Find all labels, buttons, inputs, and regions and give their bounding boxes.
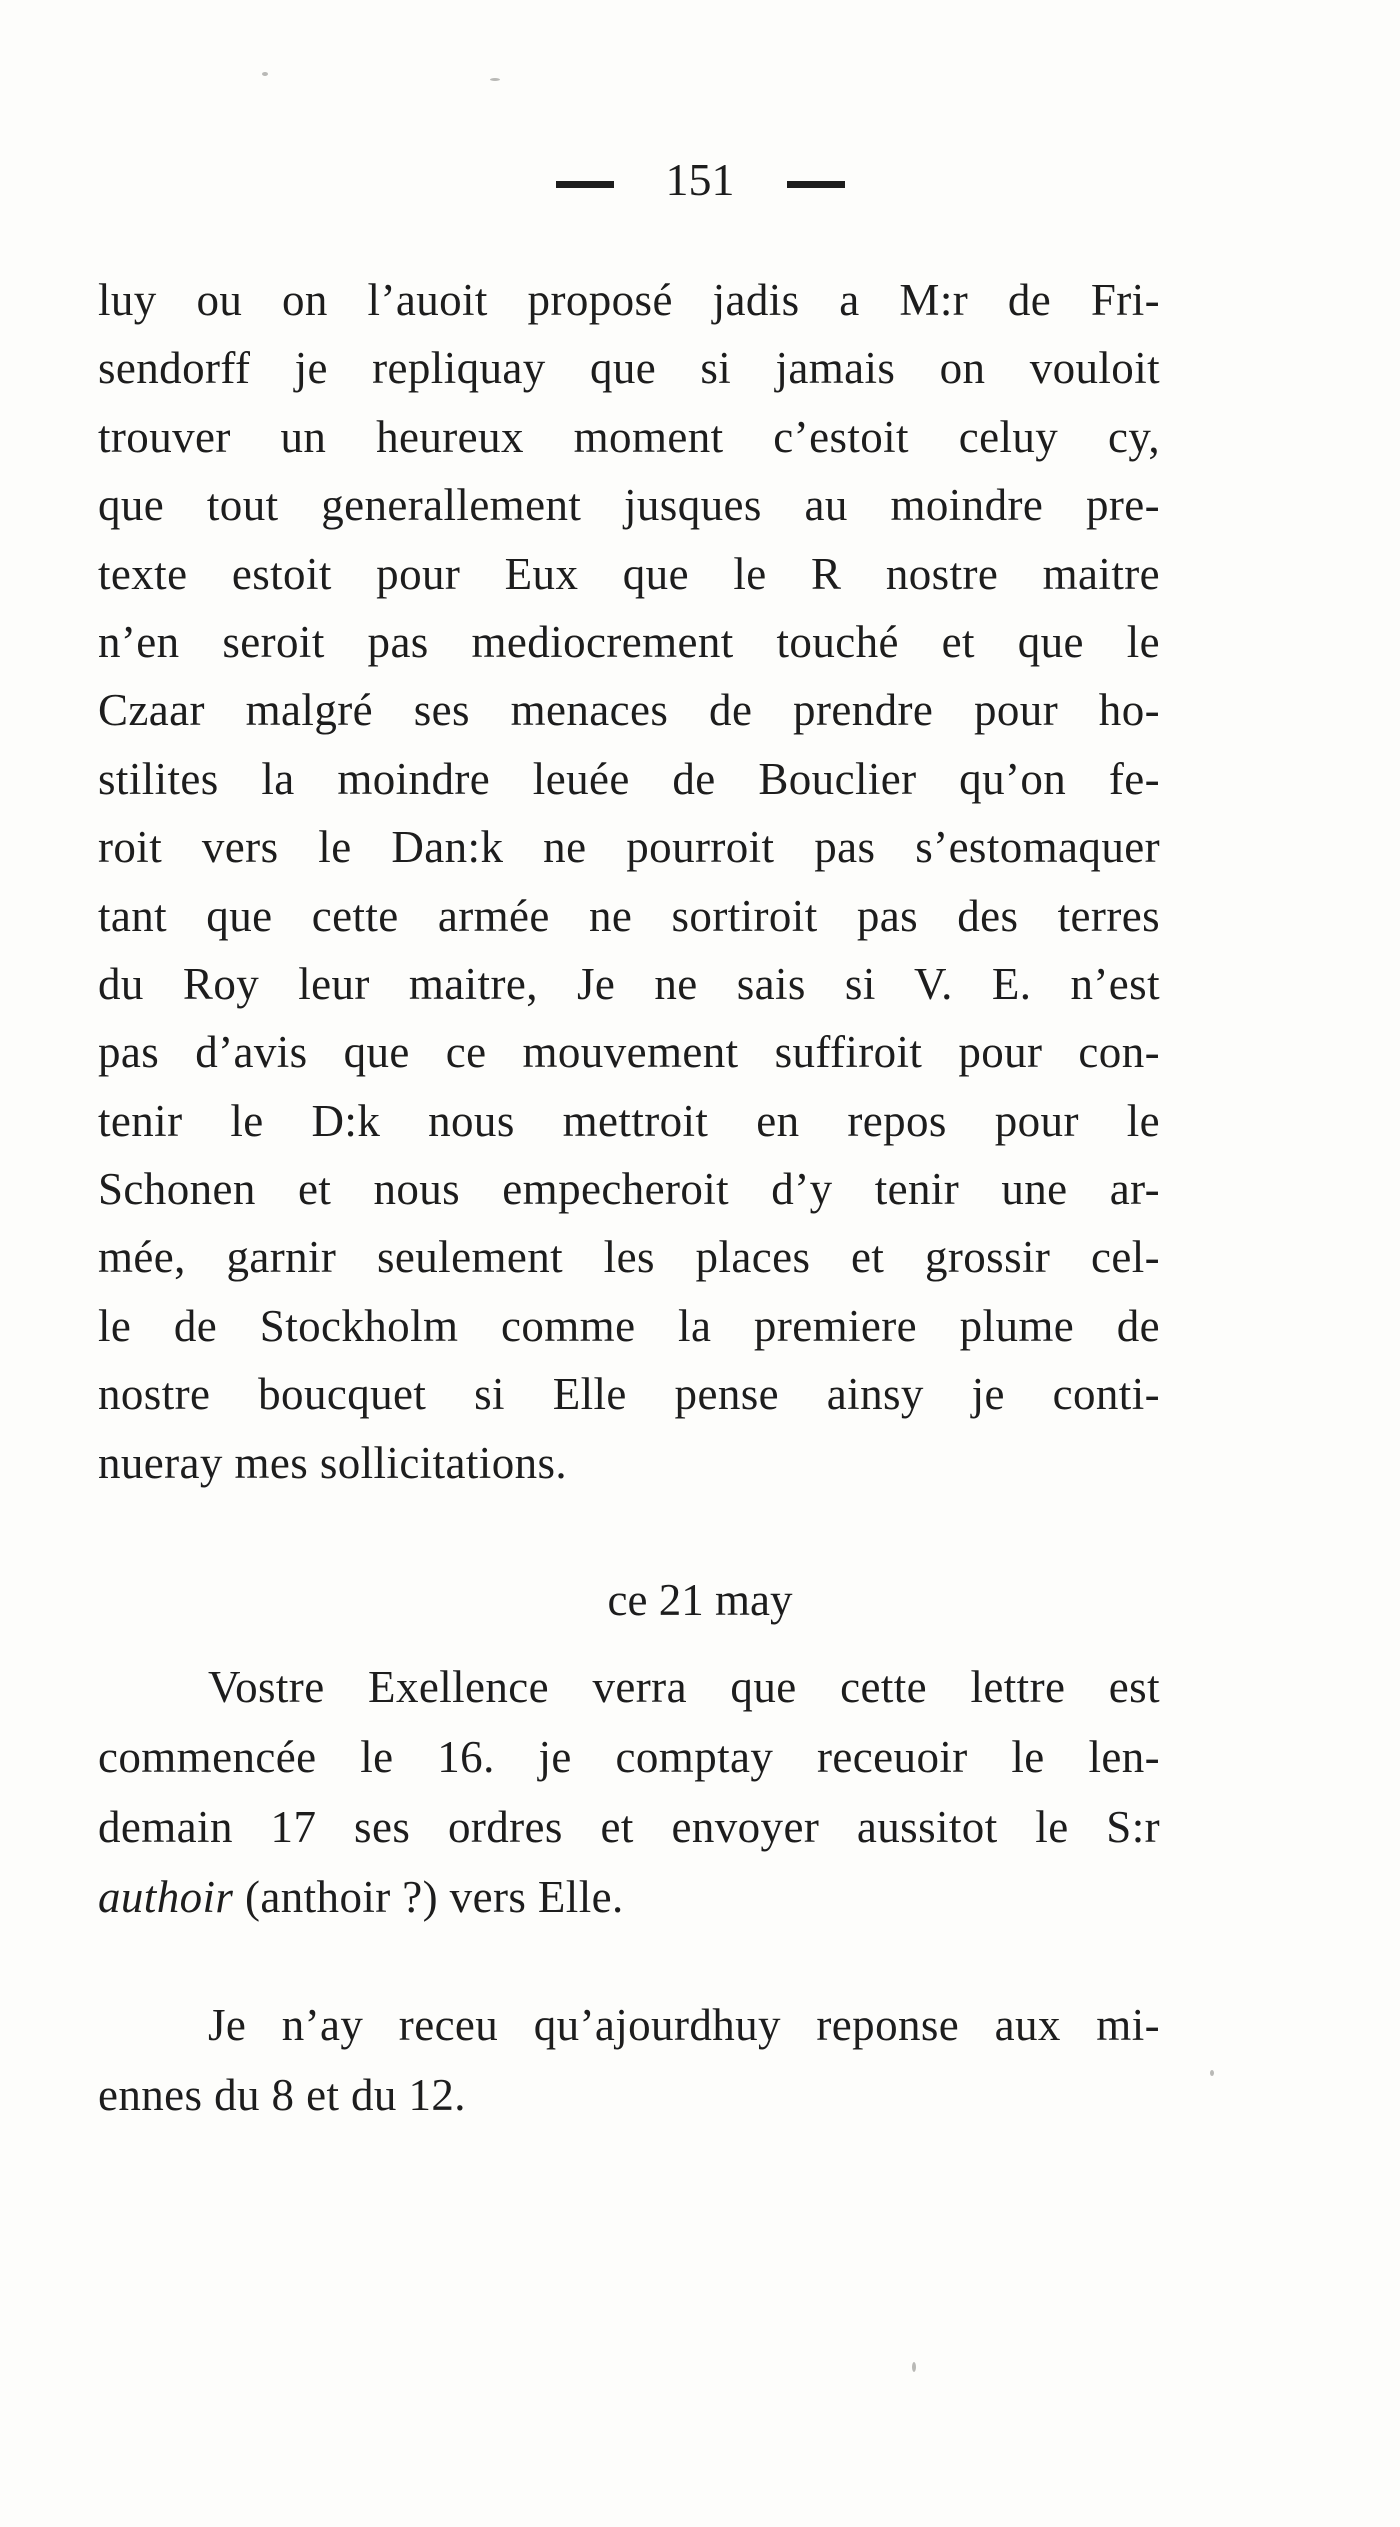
paper-speck (490, 78, 500, 81)
text-line: le de Stockholm comme la premiere plume de (98, 1300, 1160, 1351)
dateline: ce 21 may (607, 1575, 793, 1625)
text-line: trouver un heureux moment c’estoit celuy cy, (98, 411, 1160, 462)
text-line: demain 17 ses ordres et envoyer aussitot le S:r (98, 1802, 1160, 1852)
italic-word: authoir (98, 1872, 234, 1922)
text-line: luy ou on l’auoit proposé jadis a M:r de Fri- (98, 275, 1160, 325)
text-line: mée, garnir seulement les places et grossir cel- (98, 1232, 1160, 1283)
header-dash-right (787, 181, 845, 188)
paragraph-2 (98, 1652, 1160, 1932)
text-line: commencée le 16. je comptay receuoir le len- (98, 1732, 1160, 1782)
text-line: du Roy leur maitre, Je ne sais si V. E. n’est (98, 958, 1160, 1009)
header-dash-left (556, 181, 614, 188)
text-line: tenir le D:k nous mettroit en repos pour le (98, 1095, 1160, 1146)
text-line: sendorff je repliquay que si jamais on vouloit (98, 343, 1160, 394)
page-header (0, 150, 1400, 210)
text-line: pas d’avis que ce mouvement suffiroit pour con- (98, 1027, 1160, 1078)
text-line: stilites la moindre leuée de Bouclier qu’on fe- (98, 753, 1160, 804)
text-line: texte estoit pour Eux que le R nostre maitre (98, 548, 1160, 599)
text-line: Je n’ay receu qu’ajourdhuy reponse aux mi- (208, 2000, 1160, 2050)
text-line: n’en seroit pas mediocrement touché et que le (98, 616, 1160, 667)
text-line: tant que cette armée ne sortiroit pas des terres (98, 890, 1160, 941)
text-line: que tout generallement jusques au moindre pre- (98, 480, 1160, 531)
text-fragment: (anthoir ?) vers Elle. (233, 1872, 624, 1922)
text-line (98, 1862, 1160, 1932)
text-line: Czaar malgré ses menaces de prendre pour ho- (98, 685, 1160, 736)
text-line: Vostre Exellence verra que cette lettre est (208, 1662, 1160, 1712)
text-line: Schonen et nous empecheroit d’y tenir une ar- (98, 1164, 1160, 1215)
text-line: roit vers le Dan:k ne pourroit pas s’estomaquer (98, 822, 1160, 873)
page-number: 151 (665, 154, 735, 205)
text-line: nueray mes sollicitations. (98, 1437, 568, 1488)
paper-speck (912, 2362, 916, 2372)
paragraph-3 (98, 1990, 1160, 2130)
text-line: nostre boucquet si Elle pense ainsy je conti- (98, 1369, 1160, 1420)
text-line: ennes du 8 et du 12. (98, 2070, 466, 2120)
paper-speck (262, 72, 268, 76)
paper-speck (1210, 2070, 1214, 2076)
paragraph-1 (98, 266, 1160, 1497)
